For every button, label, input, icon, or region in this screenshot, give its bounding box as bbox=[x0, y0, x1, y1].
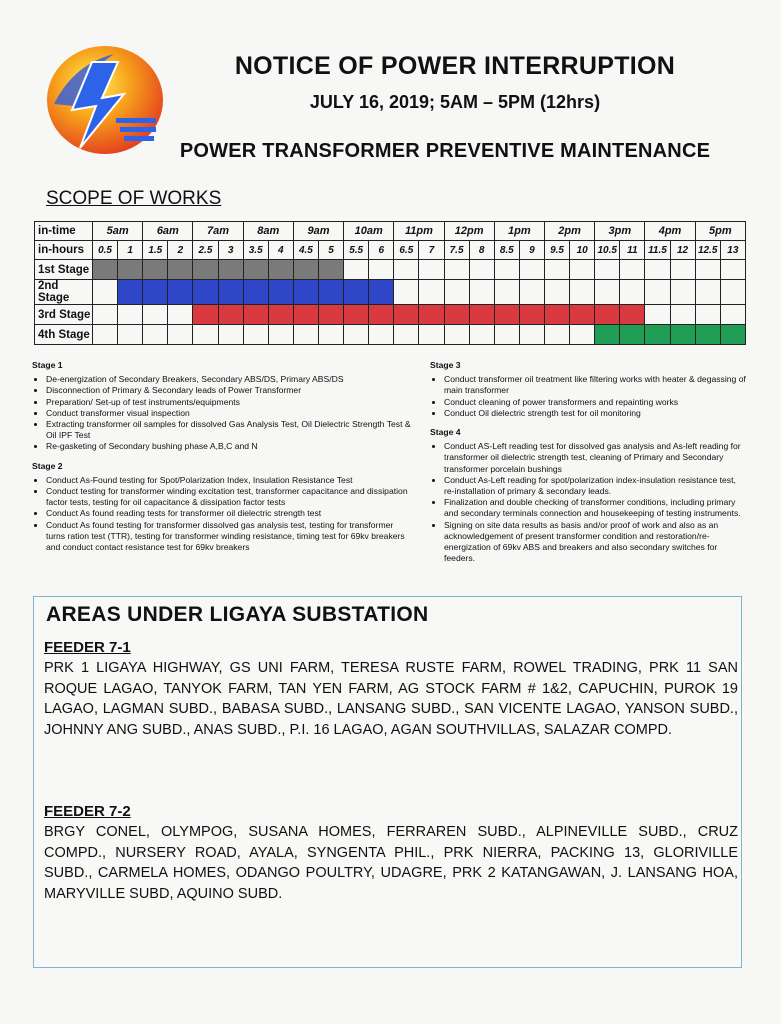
stage-bar-cell bbox=[595, 305, 620, 325]
stage-bar-cell bbox=[645, 325, 670, 345]
stage-bar-cell bbox=[469, 305, 494, 325]
hour-header: 0.5 bbox=[93, 241, 118, 260]
stage-task-item: • Conduct transformer oil treatment like filtering works with heater & degassing of main transformer bbox=[444, 374, 746, 396]
stage-bar-cell bbox=[494, 305, 519, 325]
time-header: 4pm bbox=[645, 222, 695, 241]
stage-task-item: • Extracting transformer oil samples for dissolved Gas Analysis Test, Oil Dielectric Strength Test & Oil IPF Test bbox=[46, 419, 414, 441]
stage-bar-cell bbox=[344, 305, 369, 325]
stage-task-item: • Conduct As found testing for transformer dissolved gas analysis test, testing for transformer turns ration test (TTR), testing for transformer winding resistance, timing test for 69kv breakers and conduct contact resistance test for 69kv breakers bbox=[46, 520, 414, 554]
stage-empty-cell bbox=[670, 280, 695, 305]
stage2-list bbox=[32, 475, 414, 553]
notes-right-column bbox=[430, 360, 746, 572]
stage-bar-cell bbox=[595, 325, 620, 345]
feeder-area-list: BRGY CONEL, OLYMPOG, SUSANA HOMES, FERRAREN SUBD., ALPINEVILLE SUBD., CRUZ COMPD., NURSERY ROAD, AYALA, SYNGENTA PHIL., PRK NIERRA, PACKING 13, GLORIVILLE SUBD., CARMELA HOMES, ODANGO POULTRY, UDAGRE, PRK 2 KATANGAWAN, J. LANSANG HOA, MARYVILLE SUBD, AQUINO SUBD. bbox=[44, 824, 738, 902]
stage3-list bbox=[430, 374, 746, 419]
feeder-area-list: PRK 1 LIGAYA HIGHWAY, GS UNI FARM, TERESA RUSTE FARM, ROWEL TRADING, PRK 11 SAN ROQUE LAGAO, TANYOK FARM, TAN YEN FARM, AG STOCK FARM # 1&2, CAPUCHIN, PUROK 19 LAGAO, LAGMAN SUBD., BABASA SUBD., LANSANG SUBD., SAN VICENTE LAGAO, YANSON SUBD., JOHNNY ANG SUBD., ANAS SUBD., P.I. 16 LAGAO, AGAN SOUTHVILLAS, SALAZAR COMPD. bbox=[44, 660, 738, 738]
stage-empty-cell bbox=[444, 280, 469, 305]
stage-task-item: • Conduct As found reading tests for transformer oil dielectric strength test bbox=[46, 508, 414, 519]
stage-bar-cell bbox=[293, 280, 318, 305]
hour-header: 3.5 bbox=[243, 241, 268, 260]
stage-empty-cell bbox=[344, 325, 369, 345]
stage-empty-cell bbox=[519, 325, 544, 345]
stage-bar-cell bbox=[143, 280, 168, 305]
stage-empty-cell bbox=[519, 280, 544, 305]
stage-empty-cell bbox=[544, 325, 569, 345]
stage-bar-cell bbox=[444, 305, 469, 325]
stage-bar-cell bbox=[394, 305, 419, 325]
stage-empty-cell bbox=[118, 325, 143, 345]
stage-empty-cell bbox=[570, 260, 595, 280]
lightning-logo-icon bbox=[44, 44, 166, 156]
stage-empty-cell bbox=[369, 260, 394, 280]
hour-header: 12.5 bbox=[695, 241, 720, 260]
stage-bar-cell bbox=[268, 305, 293, 325]
notice-subtitle: POWER TRANSFORMER PREVENTIVE MAINTENANCE bbox=[179, 140, 711, 162]
hours-row-label: in-hours bbox=[35, 241, 93, 260]
stage-bar-cell bbox=[168, 260, 193, 280]
hour-header: 12 bbox=[670, 241, 695, 260]
stage-bar-cell bbox=[193, 260, 218, 280]
stage-empty-cell bbox=[645, 305, 670, 325]
stage-empty-cell bbox=[444, 260, 469, 280]
stage-task-item: • Conduct Oil dielectric strength test for oil monitoring bbox=[444, 408, 746, 419]
hour-header: 4 bbox=[268, 241, 293, 260]
stage-empty-cell bbox=[243, 325, 268, 345]
hour-header: 1 bbox=[118, 241, 143, 260]
hour-header: 5 bbox=[318, 241, 343, 260]
stage-task-item: • Disconnection of Primary & Secondary leads of Power Transformer bbox=[46, 385, 414, 396]
stage-bar-cell bbox=[218, 305, 243, 325]
stage-empty-cell bbox=[344, 260, 369, 280]
stage-bar-cell bbox=[118, 260, 143, 280]
stage-bar-cell bbox=[268, 280, 293, 305]
hour-header: 10 bbox=[570, 241, 595, 260]
stage-empty-cell bbox=[469, 280, 494, 305]
stage-bar-cell bbox=[695, 325, 720, 345]
stage-empty-cell bbox=[620, 280, 645, 305]
time-row bbox=[35, 222, 746, 241]
hour-header: 11 bbox=[620, 241, 645, 260]
stage-empty-cell bbox=[695, 280, 720, 305]
stage-bar-cell bbox=[720, 325, 745, 345]
stage-empty-cell bbox=[419, 280, 444, 305]
hour-header: 5.5 bbox=[344, 241, 369, 260]
stage-empty-cell bbox=[720, 260, 745, 280]
stage-empty-cell bbox=[268, 325, 293, 345]
hour-header: 10.5 bbox=[595, 241, 620, 260]
stage4-title: Stage 4 bbox=[430, 427, 461, 438]
stage-bar-cell bbox=[243, 260, 268, 280]
stage-task-item: • Conduct transformer visual inspection bbox=[46, 408, 414, 419]
stage-row bbox=[35, 305, 746, 325]
stage-empty-cell bbox=[544, 280, 569, 305]
stage-task-item: • Finalization and double checking of transformer conditions, including primary and secondary terminals connection and housekeeping of testing instruments. bbox=[444, 497, 746, 519]
hour-header: 13 bbox=[720, 241, 745, 260]
stage-empty-cell bbox=[394, 280, 419, 305]
stage-bar-cell bbox=[93, 260, 118, 280]
stage-bar-cell bbox=[344, 280, 369, 305]
stage-empty-cell bbox=[670, 260, 695, 280]
stage-task-item: • Preparation/ Set-up of test instruments/equipments bbox=[46, 397, 414, 408]
stage1-title: Stage 1 bbox=[32, 360, 63, 370]
stage-bar-cell bbox=[268, 260, 293, 280]
stage-empty-cell bbox=[720, 305, 745, 325]
stage-bar-cell bbox=[168, 280, 193, 305]
stage-label: 1st Stage bbox=[35, 260, 93, 280]
hour-header: 3 bbox=[218, 241, 243, 260]
hour-header: 2.5 bbox=[193, 241, 218, 260]
stage-empty-cell bbox=[293, 325, 318, 345]
stage-task-item: • Conduct cleaning of power transformers and repainting works bbox=[444, 397, 746, 408]
notes-left-column bbox=[32, 360, 414, 561]
stage-empty-cell bbox=[645, 280, 670, 305]
hour-header: 8.5 bbox=[494, 241, 519, 260]
stage-empty-cell bbox=[620, 260, 645, 280]
stage-bar-cell bbox=[293, 260, 318, 280]
stage-empty-cell bbox=[595, 260, 620, 280]
time-header: 6am bbox=[143, 222, 193, 241]
stage-empty-cell bbox=[193, 325, 218, 345]
stage-bar-cell bbox=[243, 280, 268, 305]
stage-empty-cell bbox=[494, 325, 519, 345]
stage-empty-cell bbox=[720, 280, 745, 305]
time-header: 7am bbox=[193, 222, 243, 241]
stage-empty-cell bbox=[168, 305, 193, 325]
stage-empty-cell bbox=[118, 305, 143, 325]
stage-bar-cell bbox=[143, 260, 168, 280]
stage-bar-cell bbox=[544, 305, 569, 325]
time-header: 11pm bbox=[394, 222, 444, 241]
time-header: 2pm bbox=[544, 222, 594, 241]
stage-empty-cell bbox=[570, 280, 595, 305]
stage-bar-cell bbox=[419, 305, 444, 325]
hour-header: 7 bbox=[419, 241, 444, 260]
stage-empty-cell bbox=[143, 325, 168, 345]
stage-empty-cell bbox=[394, 325, 419, 345]
hour-header: 4.5 bbox=[293, 241, 318, 260]
stage-empty-cell bbox=[695, 260, 720, 280]
schedule-table bbox=[34, 221, 746, 345]
stage-label: 4th Stage bbox=[35, 325, 93, 345]
stage-empty-cell bbox=[419, 325, 444, 345]
time-header: 8am bbox=[243, 222, 293, 241]
stage-bar-cell bbox=[318, 305, 343, 325]
stage-bar-cell bbox=[620, 325, 645, 345]
hours-row bbox=[35, 241, 746, 260]
stage-task-item: • Conduct As-Left reading for spot/polarization index-insulation resistance test, re-installation of primary & secondary leads. bbox=[444, 475, 746, 497]
time-header: 12pm bbox=[444, 222, 494, 241]
stage-bar-cell bbox=[293, 305, 318, 325]
hour-header: 9 bbox=[519, 241, 544, 260]
time-header: 9am bbox=[293, 222, 343, 241]
stage-bar-cell bbox=[318, 280, 343, 305]
stage-row bbox=[35, 280, 746, 305]
time-row-label: in-time bbox=[35, 222, 93, 241]
stage-label: 2nd Stage bbox=[35, 280, 93, 305]
stage-bar-cell bbox=[369, 305, 394, 325]
stage-task-item: • Re-gasketing of Secondary bushing phase A,B,C and N bbox=[46, 441, 414, 452]
stage-task-item: • Conduct testing for transformer winding excitation test, transformer capacitance and dissipation factor tests, testing for oil capacitance & dissipation factor tests bbox=[46, 486, 414, 508]
stage-empty-cell bbox=[93, 305, 118, 325]
stage-empty-cell bbox=[670, 305, 695, 325]
stage-bar-cell bbox=[670, 325, 695, 345]
feeder-7-1 bbox=[44, 639, 738, 740]
time-header: 5pm bbox=[695, 222, 745, 241]
stage-bar-cell bbox=[570, 305, 595, 325]
notice-title: NOTICE OF POWER INTERRUPTION bbox=[234, 52, 676, 80]
hour-header: 6.5 bbox=[394, 241, 419, 260]
stage-bar-cell bbox=[620, 305, 645, 325]
stage-empty-cell bbox=[93, 325, 118, 345]
time-header: 1pm bbox=[494, 222, 544, 241]
stage-bar-cell bbox=[369, 280, 394, 305]
areas-box bbox=[33, 596, 742, 968]
stage-empty-cell bbox=[469, 325, 494, 345]
feeder-7-2 bbox=[44, 803, 738, 904]
stage-empty-cell bbox=[93, 280, 118, 305]
hour-header: 11.5 bbox=[645, 241, 670, 260]
stage-empty-cell bbox=[595, 280, 620, 305]
stage-bar-cell bbox=[318, 260, 343, 280]
interruption-date: JULY 16, 2019; 5AM – 5PM (12hrs) bbox=[309, 92, 601, 112]
hour-header: 9.5 bbox=[544, 241, 569, 260]
stage-empty-cell bbox=[318, 325, 343, 345]
scope-heading: SCOPE OF WORKS bbox=[46, 188, 222, 209]
stage-row bbox=[35, 325, 746, 345]
stage-bar-cell bbox=[218, 260, 243, 280]
time-header: 10am bbox=[344, 222, 394, 241]
stage-empty-cell bbox=[419, 260, 444, 280]
stage-task-item: • Signing on site data results as basis and/or proof of work and also as an acknowledgement of present transformer condition and restoration/re-energization of 69kv ABS and breakers and also secondary switches for feeders. bbox=[444, 520, 746, 565]
hour-header: 2 bbox=[168, 241, 193, 260]
hour-header: 1.5 bbox=[143, 241, 168, 260]
stage-empty-cell bbox=[645, 260, 670, 280]
time-header: 5am bbox=[93, 222, 143, 241]
hour-header: 7.5 bbox=[444, 241, 469, 260]
stage-row bbox=[35, 260, 746, 280]
feeder-name: FEEDER 7-2 bbox=[44, 803, 131, 820]
feeder-name: FEEDER 7-1 bbox=[44, 639, 131, 656]
stage-empty-cell bbox=[444, 325, 469, 345]
stage-bar-cell bbox=[193, 305, 218, 325]
stage-label: 3rd Stage bbox=[35, 305, 93, 325]
stage-bar-cell bbox=[118, 280, 143, 305]
stage-empty-cell bbox=[494, 280, 519, 305]
stage-empty-cell bbox=[570, 325, 595, 345]
hour-header: 6 bbox=[369, 241, 394, 260]
stage2-title: Stage 2 bbox=[32, 460, 63, 471]
stage-bar-cell bbox=[243, 305, 268, 325]
hour-header: 8 bbox=[469, 241, 494, 260]
stage-task-item: • Conduct As-Found testing for Spot/Polarization Index, Insulation Resistance Test bbox=[46, 475, 414, 486]
stage4-list bbox=[430, 441, 746, 564]
stage-empty-cell bbox=[469, 260, 494, 280]
stage-empty-cell bbox=[168, 325, 193, 345]
areas-heading: AREAS UNDER LIGAYA SUBSTATION bbox=[46, 603, 429, 626]
stage-empty-cell bbox=[494, 260, 519, 280]
stage-bar-cell bbox=[218, 280, 243, 305]
stage3-title: Stage 3 bbox=[430, 360, 461, 370]
stage-task-item: • Conduct AS-Left reading test for dissolved gas analysis and As-left reading for transformer oil dielectric strength test, cleaning of Primary and Secondary transformer porcelain bushings bbox=[444, 441, 746, 475]
time-header: 3pm bbox=[595, 222, 645, 241]
stage-empty-cell bbox=[394, 260, 419, 280]
stage1-list bbox=[32, 374, 414, 452]
stage-empty-cell bbox=[519, 260, 544, 280]
stage-bar-cell bbox=[193, 280, 218, 305]
stage-empty-cell bbox=[369, 325, 394, 345]
stage-bar-cell bbox=[519, 305, 544, 325]
stage-empty-cell bbox=[544, 260, 569, 280]
stage-empty-cell bbox=[143, 305, 168, 325]
stage-empty-cell bbox=[695, 305, 720, 325]
stage-empty-cell bbox=[218, 325, 243, 345]
stage-task-item: • De-energization of Secondary Breakers, Secondary ABS/DS, Primary ABS/DS bbox=[46, 374, 414, 385]
